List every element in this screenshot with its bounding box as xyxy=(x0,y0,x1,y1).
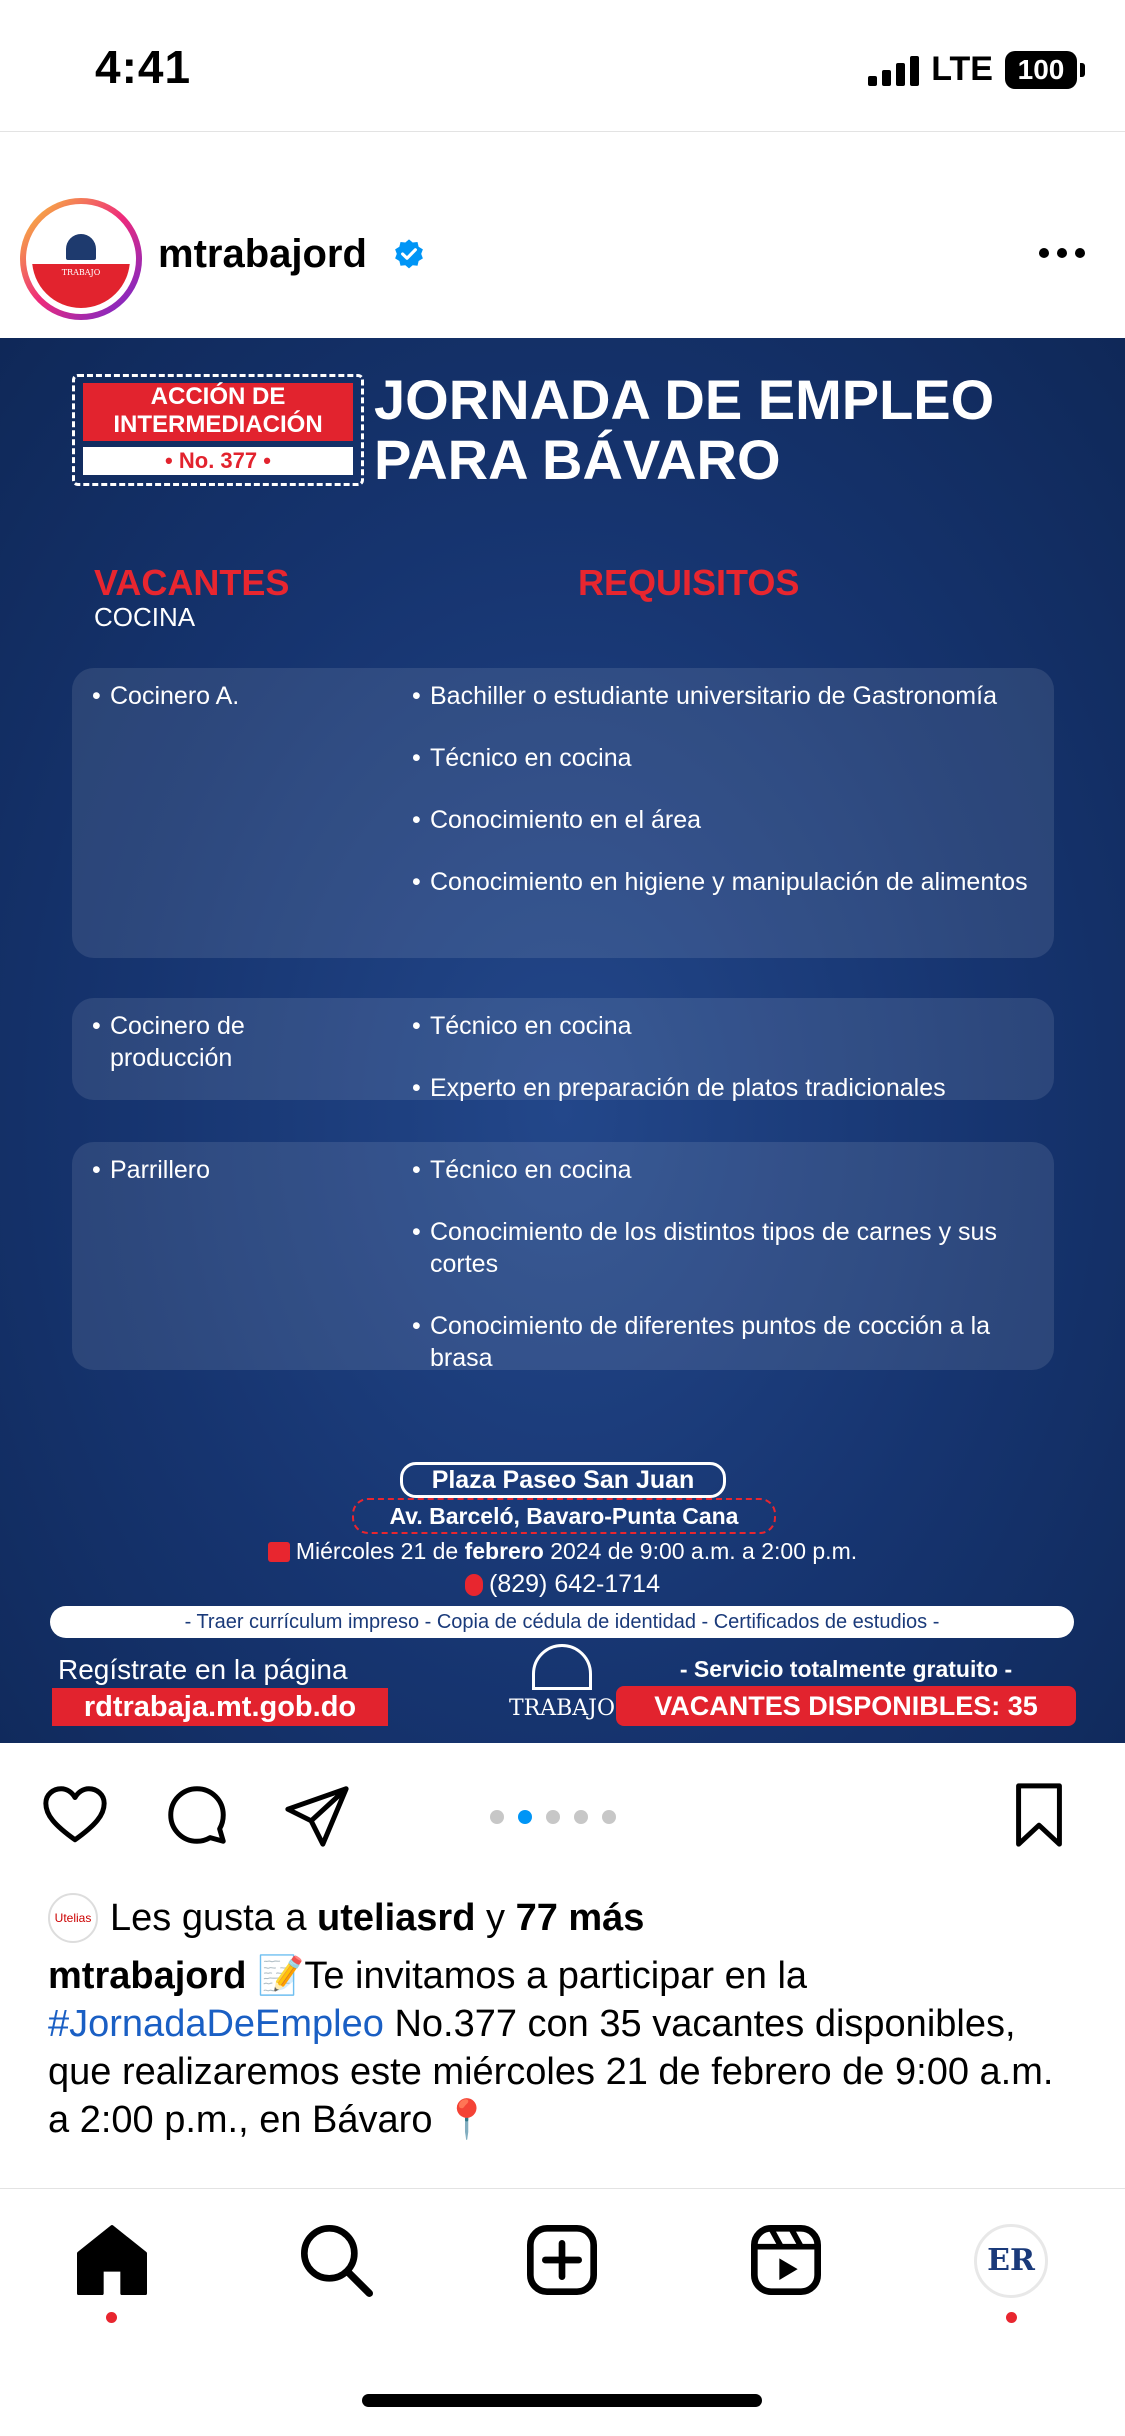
carousel-dot-active xyxy=(518,1810,532,1824)
caption-text: Te invitamos a participar en la xyxy=(304,1955,808,1997)
title-line2: PARA BÁVARO xyxy=(374,428,781,491)
avatar-label: TRABAJO xyxy=(61,268,101,277)
date-month: febrero xyxy=(464,1538,544,1564)
verified-badge-icon xyxy=(392,238,426,272)
event-place: Plaza Paseo San Juan xyxy=(400,1462,726,1498)
poster-title xyxy=(374,370,1094,490)
likes-count[interactable]: 77 más xyxy=(515,1896,645,1939)
accion-line2: INTERMEDIACIÓN xyxy=(113,411,323,438)
post-caption xyxy=(48,1952,1068,2144)
title-line1: JORNADA DE EMPLEO xyxy=(374,368,995,431)
requirement-item: • Técnico en cocina xyxy=(412,742,1042,774)
likes-middle: y xyxy=(475,1896,516,1939)
signal-icon xyxy=(868,54,919,86)
liker-username[interactable]: uteliasrd xyxy=(317,1896,476,1939)
more-options-icon[interactable] xyxy=(1039,248,1085,258)
event-address: Av. Barceló, Bavaro-Punta Cana xyxy=(352,1498,776,1534)
accion-line1: ACCIÓN DE xyxy=(150,383,286,410)
job-name: • Parrillero xyxy=(92,1154,410,1186)
like-heart-icon[interactable] xyxy=(38,1780,112,1850)
phone-icon xyxy=(465,1574,483,1596)
carousel-indicator xyxy=(490,1810,616,1824)
accion-badge xyxy=(72,374,364,486)
phone-number: (829) 642-1714 xyxy=(489,1570,660,1598)
documents-note: - Traer currículum impreso - Copia de cédula de identidad - Certificados de estudios - xyxy=(50,1606,1074,1638)
divider xyxy=(0,131,1125,132)
job-card xyxy=(72,998,1054,1100)
job-requirements xyxy=(412,1154,1042,1374)
network-label: LTE xyxy=(931,50,993,88)
profile-notification-dot xyxy=(1006,2312,1017,2323)
event-date xyxy=(0,1538,1125,1565)
bottom-nav xyxy=(0,2220,1125,2340)
carousel-dot xyxy=(602,1810,616,1824)
reels-icon[interactable] xyxy=(746,2220,826,2300)
requirement-item: • Técnico en cocina xyxy=(412,1010,1042,1042)
carousel-dot xyxy=(574,1810,588,1824)
post-header xyxy=(0,190,1125,330)
logo-text: TRABAJO xyxy=(508,1696,616,1721)
dome-icon xyxy=(532,1644,592,1690)
post-image[interactable] xyxy=(0,338,1125,1743)
accion-number: • No. 377 • xyxy=(83,447,353,475)
home-indicator xyxy=(362,2394,762,2407)
vacancies-available: VACANTES DISPONIBLES: 35 xyxy=(616,1686,1076,1726)
status-bar xyxy=(0,0,1125,130)
liker-avatar: Utelias xyxy=(48,1893,98,1943)
home-icon[interactable] xyxy=(72,2220,152,2300)
caption-username[interactable]: mtrabajord xyxy=(48,1955,247,1997)
requirement-item: • Experto en preparación de platos tradicionales xyxy=(412,1072,1042,1104)
requirement-item: • Técnico en cocina xyxy=(412,1154,1042,1186)
caption-hashtag[interactable]: #JornadaDeEmpleo xyxy=(48,2003,384,2045)
share-send-icon[interactable] xyxy=(280,1780,354,1850)
job-card xyxy=(72,668,1054,958)
vacantes-heading: VACANTES xyxy=(94,562,290,603)
event-phone xyxy=(0,1570,1125,1599)
calendar-icon xyxy=(268,1542,290,1562)
caption-emoji: 📝 xyxy=(246,1955,305,1997)
requirement-item: • Conocimiento de diferentes puntos de cocción a la brasa xyxy=(412,1310,1042,1374)
job-name: • Cocinero A. xyxy=(92,680,410,712)
status-indicators xyxy=(868,50,1085,89)
requirement-item: • Conocimiento en higiene y manipulación de alimentos xyxy=(412,866,1042,898)
profile-avatar[interactable]: ER xyxy=(974,2224,1048,2298)
job-card xyxy=(72,1142,1054,1370)
date-prefix: Miércoles 21 de xyxy=(295,1538,465,1564)
avatar[interactable] xyxy=(20,198,142,320)
job-requirements xyxy=(412,1010,1042,1104)
comment-icon[interactable] xyxy=(160,1780,234,1850)
likes-text xyxy=(110,1897,644,1940)
requirement-item: • Conocimiento de los distintos tipos de carnes y sus cortes xyxy=(412,1216,1042,1280)
cocina-label: COCINA xyxy=(94,602,196,632)
job-name: • Cocinero de producción xyxy=(92,1010,330,1074)
battery-icon xyxy=(1005,51,1085,89)
create-post-icon[interactable] xyxy=(522,2220,602,2300)
save-bookmark-icon[interactable] xyxy=(1002,1780,1076,1850)
requirement-item: • Bachiller o estudiante universitario de Gastronomía xyxy=(412,680,1042,712)
free-service-note: - Servicio totalmente gratuito - xyxy=(679,1656,1013,1682)
likes-prefix: Les gusta a xyxy=(110,1896,318,1939)
status-time: 4:41 xyxy=(95,41,192,93)
post-actions xyxy=(0,1780,1125,1850)
divider xyxy=(0,2188,1125,2189)
requirement-item: • Conocimiento en el área xyxy=(412,804,1042,836)
home-notification-dot xyxy=(106,2312,117,2323)
caption-text-2: No.377 con 35 vacantes disponibles, que realizaremos este miércoles 21 de febrero de 9:00 a.m. a 2:00 p.m., en Bávaro 📍 xyxy=(48,2003,1054,2141)
post-username[interactable]: mtrabajord xyxy=(158,232,367,276)
likes-row[interactable] xyxy=(48,1890,644,1946)
job-requirements xyxy=(412,680,1042,898)
register-url: rdtrabaja.mt.gob.do xyxy=(52,1688,388,1726)
date-suffix: 2024 de 9:00 a.m. a 2:00 p.m. xyxy=(543,1538,858,1564)
requisitos-heading: REQUISITOS xyxy=(578,562,800,603)
carousel-dot xyxy=(546,1810,560,1824)
battery-level: 100 xyxy=(1005,51,1077,89)
carousel-dot xyxy=(490,1810,504,1824)
search-icon[interactable] xyxy=(296,2220,376,2300)
register-label: Regístrate en la página xyxy=(58,1654,348,1685)
